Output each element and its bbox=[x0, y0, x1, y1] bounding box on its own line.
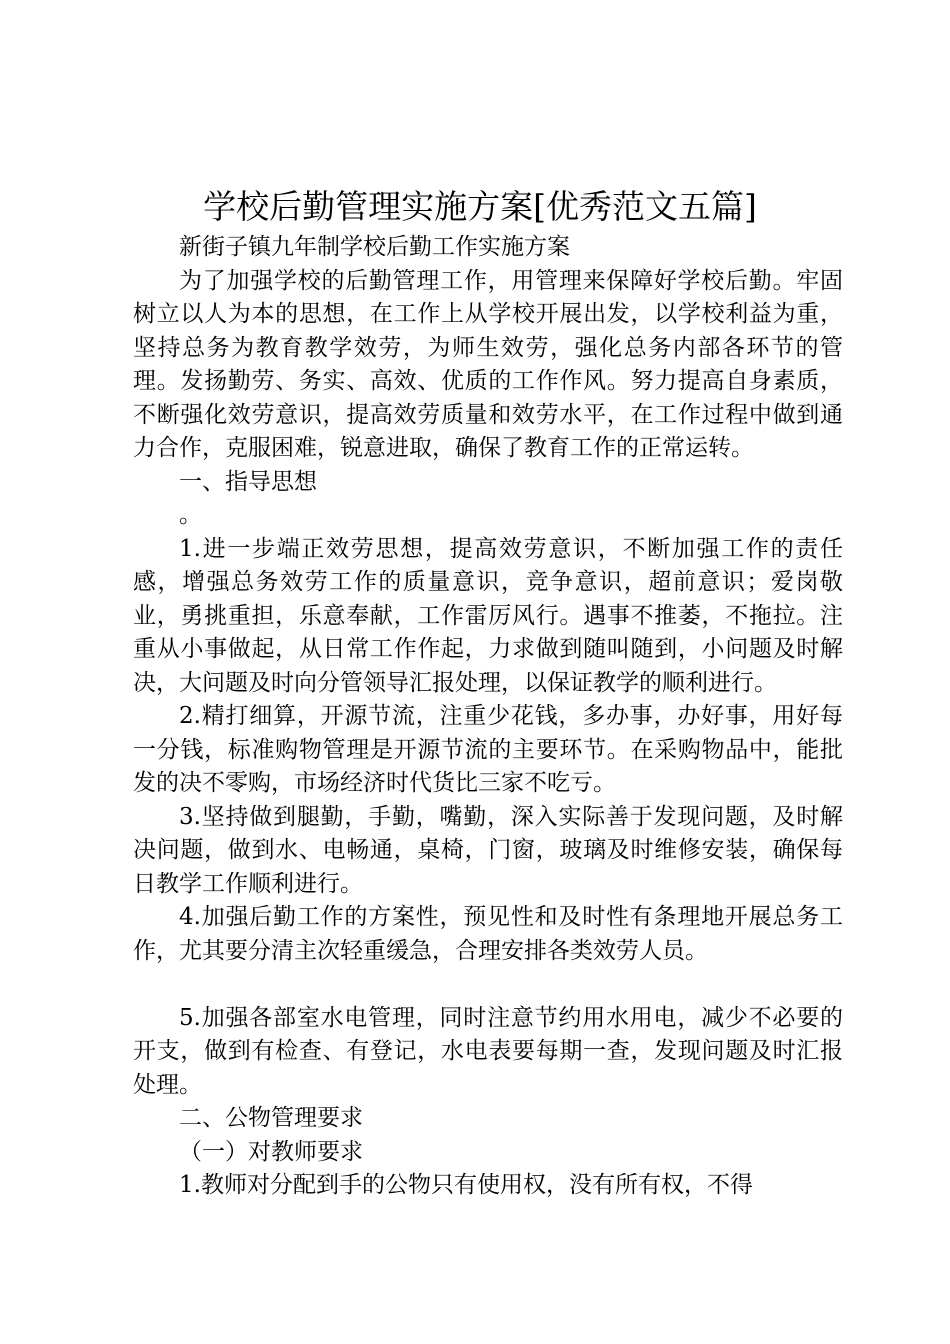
blank-line bbox=[133, 968, 843, 1002]
list-item-2: 2.精打细算，开源节流，注重少花钱，多办事，办好事，用好每一分钱，标准购物管理是开源节流的主要环节。在采购物品中，能批发的决不零购，市场经济时代货比三家不吃亏。 bbox=[133, 703, 843, 796]
document-title: 学校后勤管理实施方案[优秀范文五篇] bbox=[203, 187, 757, 226]
list-item-teachers-1: 1.教师对分配到手的公物只有使用权，没有所有权，不得 bbox=[179, 1172, 753, 1198]
list-item-3: 3.坚持做到腿勤，手勤，嘴勤，深入实际善于发现问题，及时解决问题，做到水、电畅通，桌椅，门窗，玻璃及时维修安装，确保每日教学工作顺利进行。 bbox=[133, 803, 843, 897]
subsection-heading-teachers: （一）对教师要求 bbox=[179, 1138, 363, 1165]
document-body bbox=[133, 231, 843, 1203]
list-item-5: 5.加强各部室水电管理，同时注意节约用水用电，减少不必要的开支，做到有检查、有登记，水电表要每期一查，发现问题及时汇报处理。 bbox=[133, 1004, 843, 1098]
list-item-1: 1.进一步端正效劳思想，提高效劳意识，不断加强工作的责任感，增强总务效劳工作的质量意识，竞争意识，超前意识；爱岗敬业，勇挑重担，乐意奉献，工作雷厉风行。遇事不推萎，不拖拉。注重从小事做起，从日常工作作起，力求做到随叫随到，小问题及时解决，大问题及时向分管领导汇报处理，以保证教学的顺利进行。 bbox=[133, 535, 843, 696]
section-heading-guiding-thought: 一、指导思想 bbox=[179, 468, 317, 495]
subtitle: 新街子镇九年制学校后勤工作实施方案 bbox=[179, 234, 570, 260]
section-heading-public-property: 二、公物管理要求 bbox=[179, 1105, 363, 1131]
list-item-4: 4.加强后勤工作的方案性，预见性和及时性有条理地开展总务工作，尤其要分清主次轻重缓急，合理安排各类效劳人员。 bbox=[133, 904, 843, 964]
stray-punctuation: 。 bbox=[179, 502, 202, 528]
intro-paragraph: 为了加强学校的后勤管理工作，用管理来保障好学校后勤。牢固树立以人为本的思想，在工作上从学校开展出发，以学校利益为重，坚持总务为教育教学效劳，为师生效劳，强化总务内部各环节的管理。发扬勤劳、务实、高效、优质的工作作风。努力提高自身素质，不断强化效劳意识，提高效劳质量和效劳水平，在工作过程中做到通力合作，克服困难，锐意进取，确保了教育工作的正常运转。 bbox=[133, 267, 843, 461]
